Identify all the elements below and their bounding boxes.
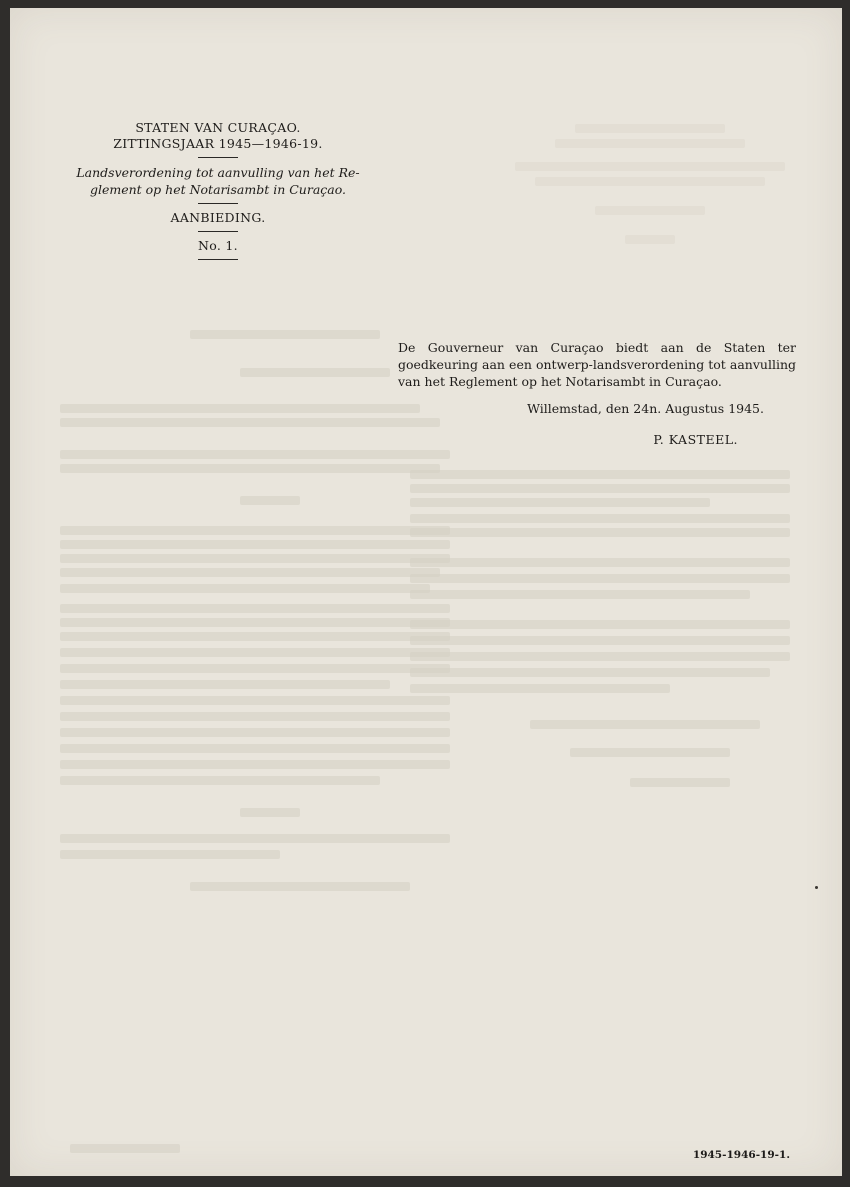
signature: P. KASTEEL.	[653, 432, 738, 447]
footer-document-number: 1945-1946-19-1.	[692, 1149, 790, 1161]
document-header	[68, 120, 368, 266]
divider	[198, 231, 238, 232]
paper-speck	[815, 886, 818, 889]
subject-line-1: Landsverordening tot aanvulling van het Re-	[76, 165, 360, 180]
bleed-through-header	[510, 124, 790, 244]
document-type: AANBIEDING.	[170, 210, 266, 225]
document-number-label: No. 1.	[198, 238, 238, 253]
place-and-date: Willemstad, den 24n. Augustus 1945.	[527, 401, 764, 416]
document-page	[10, 8, 842, 1176]
divider	[198, 157, 238, 158]
divider	[198, 259, 238, 260]
session-year: ZITTINGSJAAR 1945—1946-19.	[113, 136, 323, 151]
assembly-title: STATEN VAN CURAÇAO.	[135, 120, 301, 135]
subject-line-2: glement op het Notarisambt in Curaçao.	[89, 182, 347, 197]
offer-paragraph: De Gouverneur van Curaçao biedt aan de Staten ter goedkeuring aan een ontwerp-landsverordening tot aanvulling van het Reglement op het Notarisambt in Curaçao.	[398, 340, 796, 389]
divider	[198, 203, 238, 204]
